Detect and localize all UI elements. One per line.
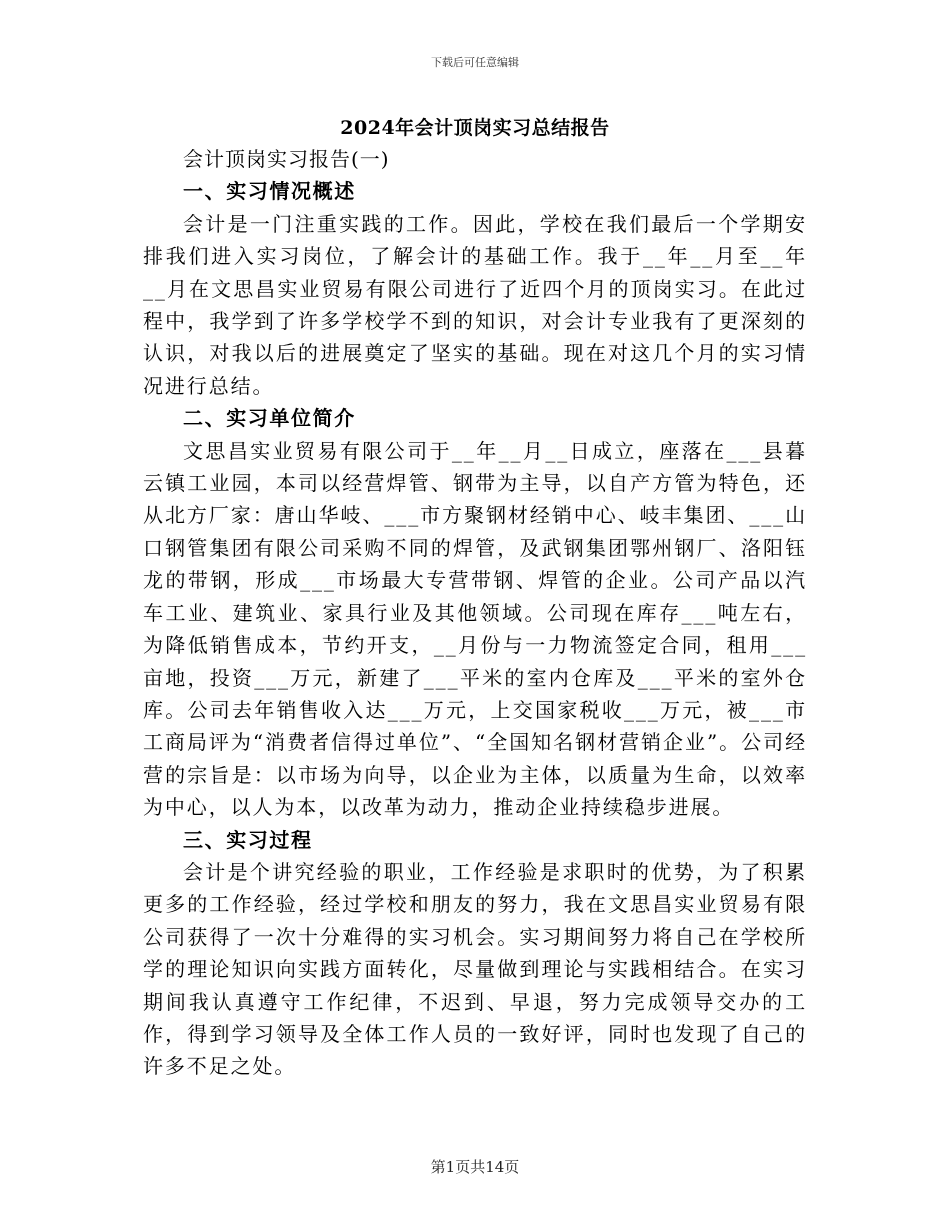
section-heading-company: 二、实习单位简介 — [183, 406, 356, 431]
section-paragraph-company: 文思昌实业贸易有限公司于__年__月__日成立，座落在___县暮云镇工业园，本司以经营焊管、钢带为主导，以自产方管为特色，还从北方厂家：唐山华岐、___市方聚钢材经销中心、岐丰集团、___山口钢管集团有限公司采购不同的焊管，及武钢集团鄂州钢厂、洛阳钰龙的带钢，形成___市场最大专营带钢、焊管的企业。公司产品以汽车工业、建筑业、家具行业及其他领域。公司现在库存___吨左右，为降低销售成本，节约开支，__月份与一力物流签定合同，租用___亩地，投资___万元，新建了___平米的室内仓库及___平米的室外仓库。公司去年销售收入达___万元，上交国家税收___万元，被___市工商局评为“消费者信得过单位”、“全国知名钢材营销企业”。公司经营的宗旨是：以市场为向导，以企业为主体，以质量为生命，以效率为中心，以人为本，以改革为动力，推动企业持续稳步进展。 — [143, 438, 807, 820]
section-heading-overview: 一、实习情况概述 — [183, 179, 356, 204]
section-heading-process: 三、实习过程 — [183, 827, 313, 852]
page-footer: 第1页共14页 — [430, 1158, 520, 1176]
header-note: 下载后可任意编辑 — [431, 56, 519, 69]
document-body — [143, 143, 807, 1083]
section-paragraph-overview: 会计是一门注重实践的工作。因此，学校在我们最后一个学期安排我们进入实习岗位，了解会计的基础工作。我于__年__月至__年__月在文思昌实业贸易有限公司进行了近四个月的顶岗实习。在此过程中，我学到了许多学校学不到的知识，对会计专业我有了更深刻的认识，对我以后的进展奠定了坚实的基础。现在对这几个月的实习情况进行总结。 — [143, 211, 807, 398]
section-paragraph-process: 会计是个讲究经验的职业，工作经验是求职时的优势，为了积累更多的工作经验，经过学校和朋友的努力，我在文思昌实业贸易有限公司获得了一次十分难得的实习机会。实习期间努力将自己在学校所学的理论知识向实践方面转化，尽量做到理论与实践相结合。在实习期间我认真遵守工作纪律，不迟到、早退，努力完成领导交办的工作，得到学习领导及全体工作人员的一致好评，同时也发现了自己的许多不足之处。 — [143, 859, 807, 1079]
document-subtitle: 会计顶岗实习报告(一) — [183, 147, 390, 171]
document-title: 2024年会计顶岗实习总结报告 — [340, 117, 610, 139]
